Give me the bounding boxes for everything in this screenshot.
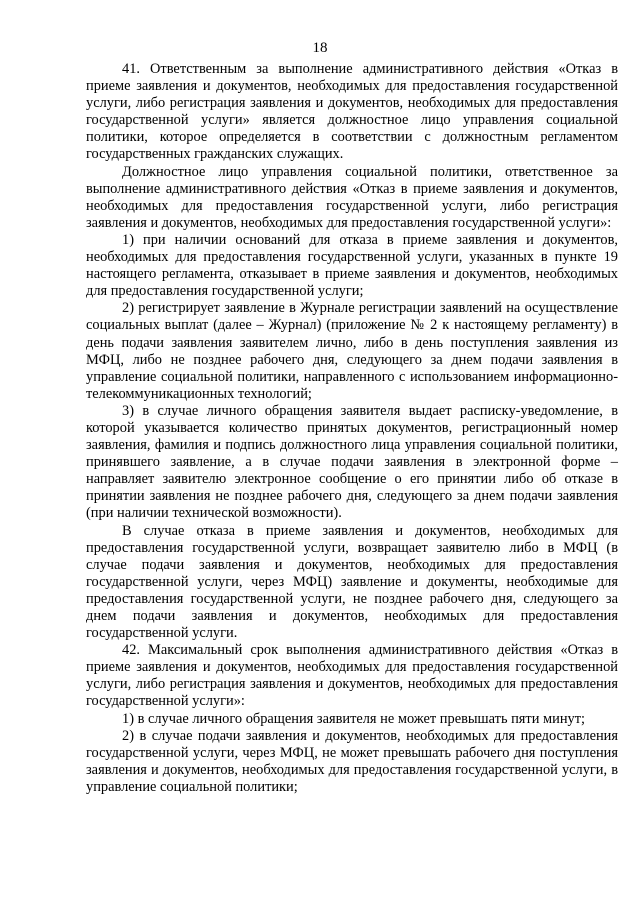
paragraph-42: 42. Максимальный срок выполнения административного действия «Отказ в приеме заявления и документов, необходимых для предоставления государственной услуги, либо регистрация заявления и документов, необходимых для предоставления государственной услуги»: bbox=[86, 642, 618, 710]
list-item-2-time-limit: 2) в случае подачи заявления и документов, необходимых для предоставления государственной услуги, через МФЦ, не может превышать рабочего дня поступления заявления и документов, необходимых для предоставления государственной услуги, в управление социальной политики; bbox=[86, 727, 618, 795]
list-item-2-registration: 2) регистрирует заявление в Журнале регистрации заявлений на осуществление социальных выплат (далее – Журнал) (приложение № 2 к настоящему регламенту) в день подачи заявления заявителем лично, либо в день поступления заявления из МФЦ, либо не позднее рабочего дня, следующего за днем подачи заявления в управление социальной политики, направленного с использованием информационно-телекоммуникационных технологий; bbox=[86, 300, 618, 402]
paragraph-responsible-official: Должностное лицо управления социальной политики, ответственное за выполнение административного действия «Отказ в приеме заявления и документов, необходимых для предоставления государственной услуги, либо регистрация заявления и документов, необходимых для предоставления государственной услуги»: bbox=[86, 163, 618, 231]
list-item-3-receipt: 3) в случае личного обращения заявителя выдает расписку-уведомление, в которой указывается количество принятых документов, регистрационный номер заявления, фамилия и подпись должностного лица управления социальной политики, принявшего заявление, а в случае подачи заявления в электронной форме – направляет заявителю электронное сообщение о его принятии либо об отказе в принятии заявления не позднее рабочего дня, следующего за днем подачи заявления (при наличии технической возможности). bbox=[86, 402, 618, 522]
document-body bbox=[86, 61, 618, 796]
paragraph-41: 41. Ответственным за выполнение административного действия «Отказ в приеме заявления и документов, необходимых для предоставления государственной услуги, либо регистрация заявления и документов, необходимых для предоставления государственной услуги» является должностное лицо управления социальной политики, которое определяется в соответствии с должностным регламентом государственных гражданских служащих. bbox=[86, 61, 618, 163]
list-item-1-refusal: 1) при наличии оснований для отказа в приеме заявления и документов, необходимых для предоставления государственной услуги, указанных в пункте 19 настоящего регламента, отказывает в приеме заявления и документов, необходимых для предоставления государственной услуги; bbox=[86, 231, 618, 300]
page-number: 18 bbox=[312, 40, 328, 56]
paragraph-refusal-return: В случае отказа в приеме заявления и документов, необходимых для предоставления государственной услуги, возвращает заявителю либо в МФЦ (в случае подачи заявления и документов, необходимых для предоставления государственной услуги, через МФЦ) заявление и документы, необходимые для предоставления государственной услуги, не позднее рабочего дня, следующего за днем подачи заявления и документов, необходимых для предоставления государственной услуги. bbox=[86, 522, 618, 642]
list-item-1-time-limit: 1) в случае личного обращения заявителя не может превышать пяти минут; bbox=[122, 710, 586, 727]
